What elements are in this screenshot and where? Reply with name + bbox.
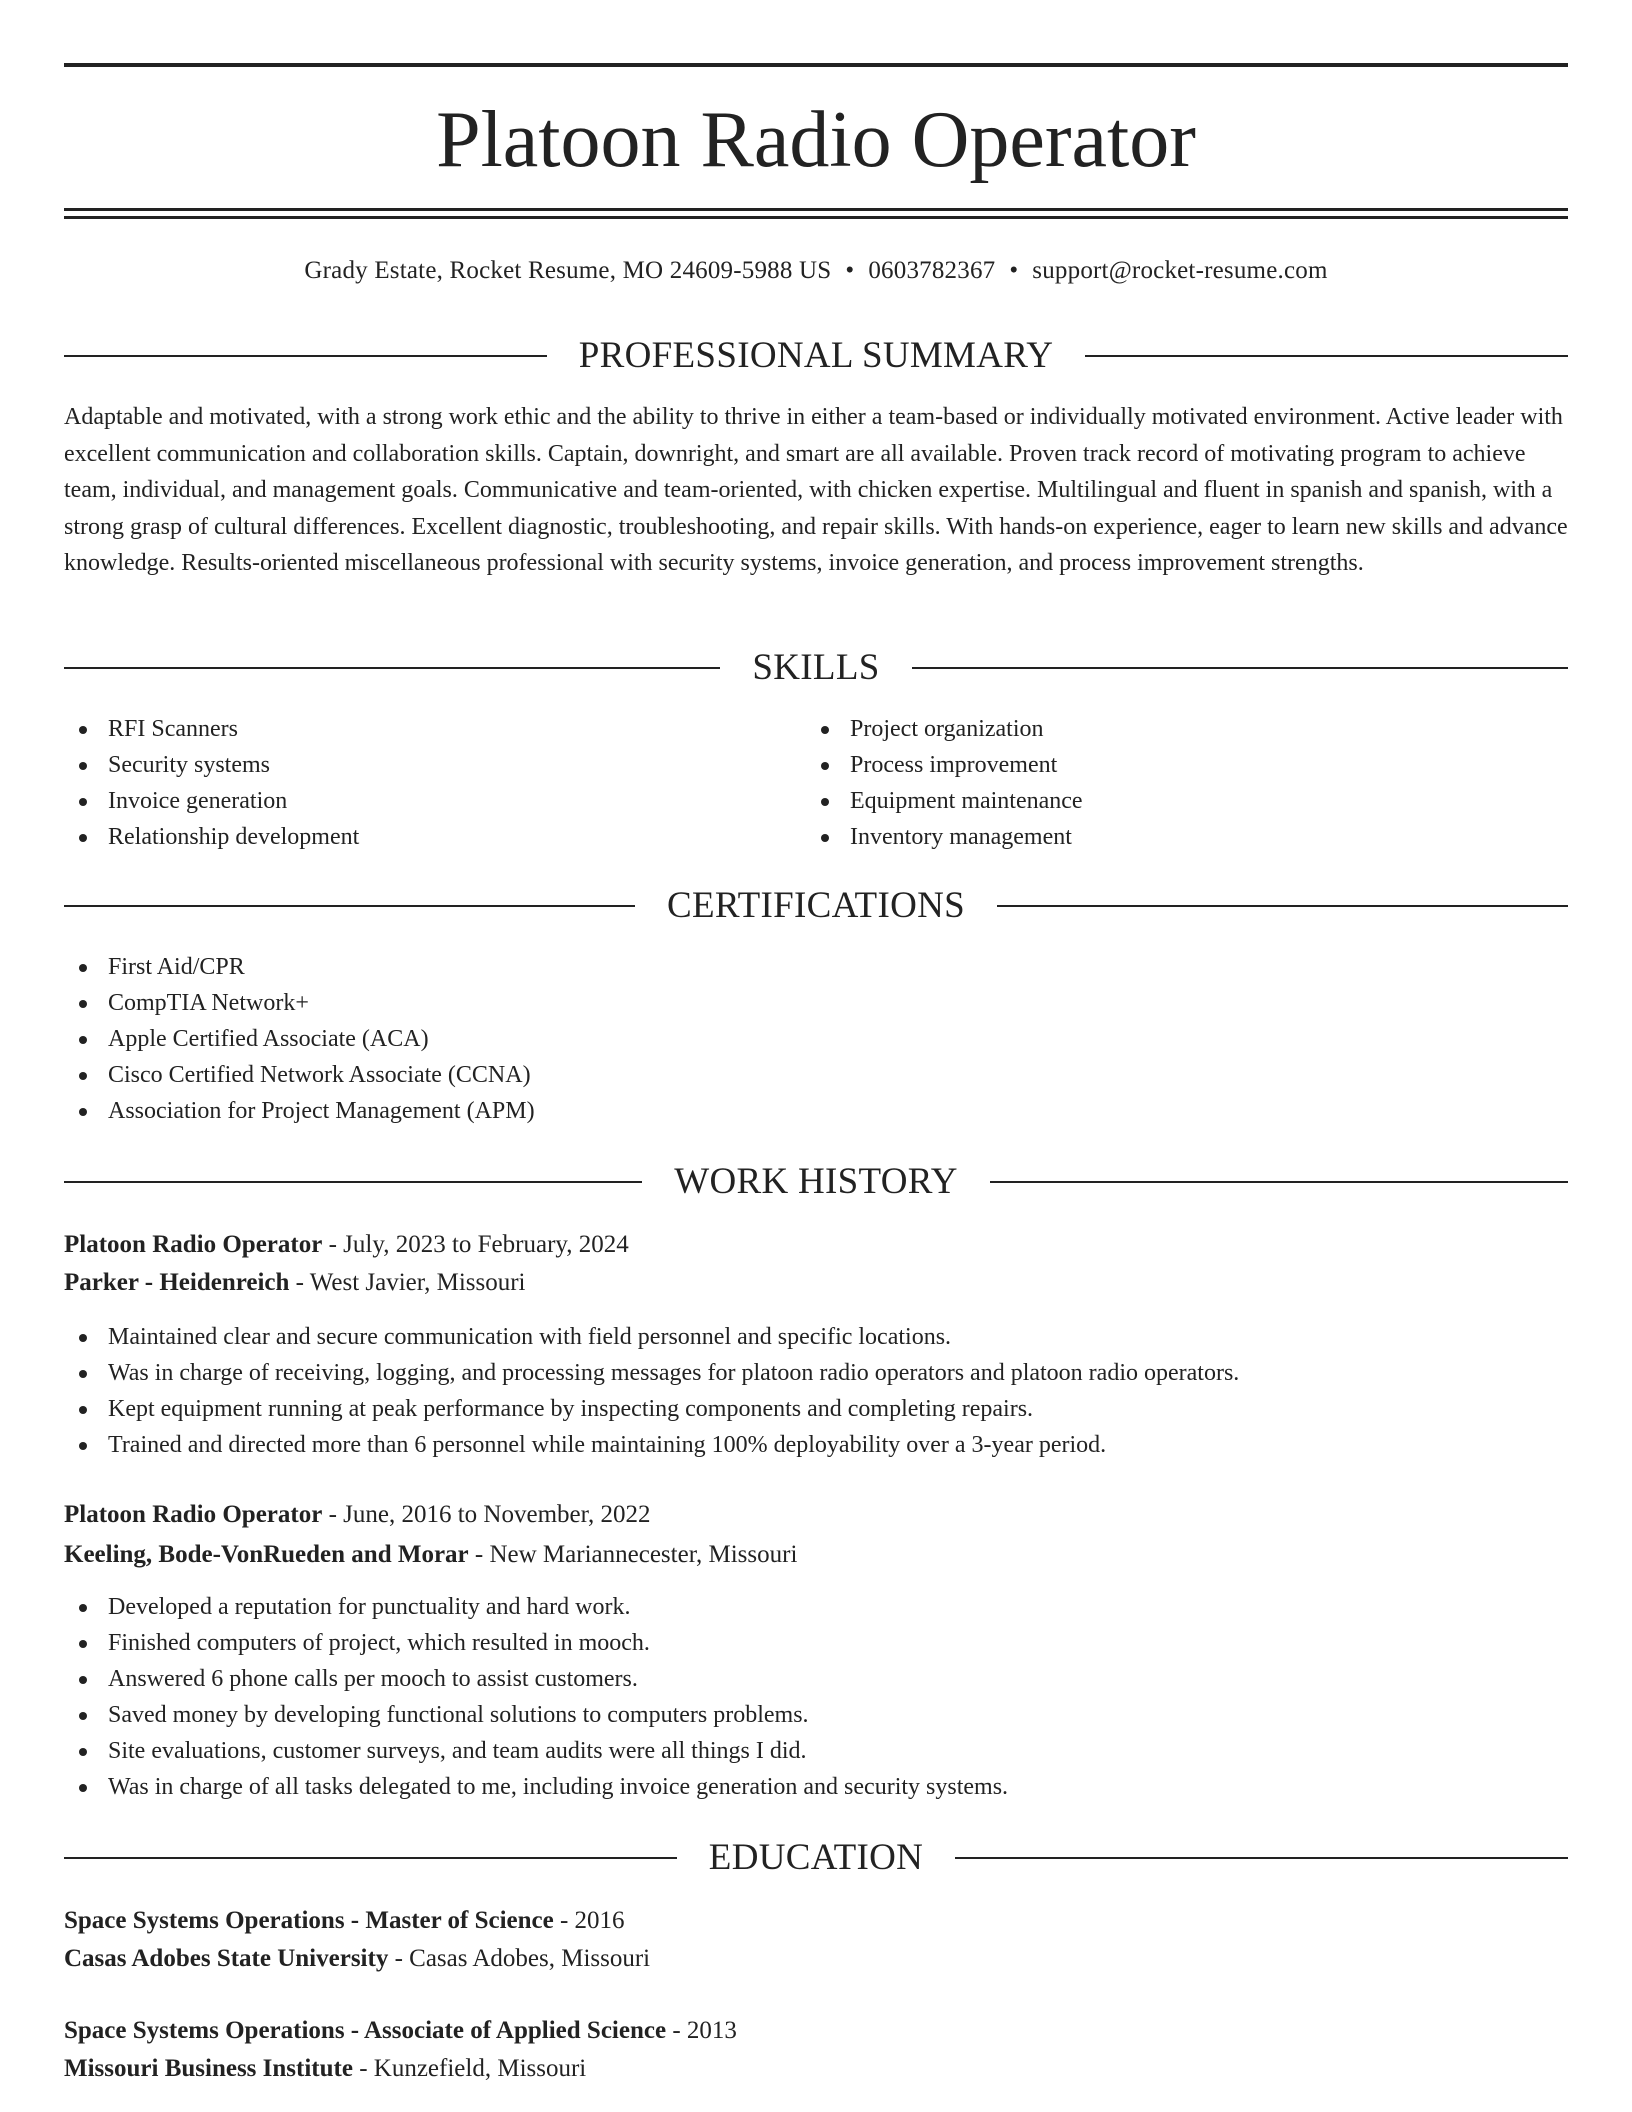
section-header-skills bbox=[64, 646, 1568, 690]
divider bbox=[64, 667, 720, 669]
divider bbox=[64, 1181, 642, 1183]
contact-separator: • bbox=[1009, 257, 1019, 284]
list-item: Project organization bbox=[806, 711, 1526, 747]
divider bbox=[955, 1857, 1568, 1859]
section-title: EDUCATION bbox=[708, 1837, 924, 1878]
summary-text: Adaptable and motivated, with a strong work ethic and the ability to thrive in either a team-based or individually motivated environment. Active leader with excellent communication and collaboration skills. Captain, downright, and smart are all available. Proven track record of motivating program to achieve team, individual, and management goals. Communicative and team-oriented, with chicken expertise. Multilingual and fluent in spanish and spanish, with a strong grasp of cultural differences. Excellent diagnostic, troubleshooting, and repair skills. With hands-on experience, eager to learn new skills and advance knowledge. Results-oriented miscellaneous professional with security systems, invoice generation, and process improvement strengths. bbox=[64, 404, 1568, 577]
divider bbox=[64, 355, 547, 357]
header-rule-upper bbox=[64, 208, 1568, 211]
job-title-line bbox=[64, 1496, 650, 1534]
resume-name: Platoon Radio Operator bbox=[436, 96, 1196, 184]
list-item: Was in charge of receiving, logging, and processing messages for platoon radio operators and platoon radio operators. bbox=[64, 1355, 1564, 1391]
job-dates: - June, 2016 to November, 2022 bbox=[322, 1501, 651, 1528]
contact-separator: • bbox=[845, 257, 855, 284]
section-header-certifications bbox=[64, 884, 1568, 928]
education-school: Casas Adobes State University bbox=[64, 1945, 389, 1972]
education-school: Missouri Business Institute bbox=[64, 2055, 353, 2082]
job-role: Platoon Radio Operator bbox=[64, 1501, 323, 1528]
list-item: First Aid/CPR bbox=[64, 949, 1464, 985]
job-company-line bbox=[64, 1536, 797, 1574]
list-item: Site evaluations, customer surveys, and team audits were all things I did. bbox=[64, 1733, 1564, 1769]
divider bbox=[990, 1181, 1568, 1183]
list-item: Saved money by developing functional solutions to computers problems. bbox=[64, 1697, 1564, 1733]
education-degree-line bbox=[64, 1902, 625, 1940]
section-header-education bbox=[64, 1836, 1568, 1880]
list-item: Inventory management bbox=[806, 819, 1526, 855]
section-header-work bbox=[64, 1160, 1568, 1204]
section-title: CERTIFICATIONS bbox=[667, 885, 965, 926]
job-company: Keeling, Bode-VonRueden and Morar bbox=[64, 1541, 469, 1568]
list-item: Answered 6 phone calls per mooch to assist customers. bbox=[64, 1661, 1564, 1697]
job-bullets bbox=[64, 1319, 1564, 1463]
job-bullets bbox=[64, 1589, 1564, 1805]
job-dates: - July, 2023 to February, 2024 bbox=[322, 1231, 629, 1258]
list-item: Apple Certified Associate (ACA) bbox=[64, 1021, 1464, 1057]
education-degree: Space Systems Operations - Associate of Applied Science bbox=[64, 2017, 667, 2044]
section-title: SKILLS bbox=[752, 647, 880, 688]
education-year: - 2013 bbox=[666, 2017, 737, 2044]
list-item: Cisco Certified Network Associate (CCNA) bbox=[64, 1057, 1464, 1093]
contact-phone: 0603782367 bbox=[868, 257, 996, 284]
education-degree: Space Systems Operations - Master of Science bbox=[64, 1907, 554, 1934]
job-location: - New Mariannecester, Missouri bbox=[468, 1541, 798, 1568]
contact-email: support@rocket-resume.com bbox=[1032, 257, 1328, 284]
section-header-summary bbox=[64, 334, 1568, 378]
skills-list-left bbox=[64, 711, 784, 855]
divider bbox=[997, 905, 1568, 907]
contact-line bbox=[64, 254, 1568, 288]
job-company: Parker - Heidenreich bbox=[64, 1269, 290, 1296]
education-year: - 2016 bbox=[553, 1907, 625, 1934]
list-item: Association for Project Management (APM) bbox=[64, 1093, 1464, 1129]
education-degree-line bbox=[64, 2012, 737, 2050]
divider bbox=[912, 667, 1568, 669]
job-role: Platoon Radio Operator bbox=[64, 1231, 323, 1258]
divider bbox=[1085, 355, 1568, 357]
contact-address: Grady Estate, Rocket Resume, MO 24609-5988 US bbox=[304, 257, 832, 284]
list-item: Relationship development bbox=[64, 819, 784, 855]
certifications-list bbox=[64, 949, 1464, 1129]
education-location: - Casas Adobes, Missouri bbox=[388, 1945, 651, 1972]
skills-list-right bbox=[806, 711, 1526, 855]
list-item: Finished computers of project, which resulted in mooch. bbox=[64, 1625, 1564, 1661]
education-school-line bbox=[64, 2050, 586, 2088]
section-title: PROFESSIONAL SUMMARY bbox=[578, 335, 1054, 376]
header-top-rule bbox=[64, 63, 1568, 67]
list-item: RFI Scanners bbox=[64, 711, 784, 747]
list-item: Trained and directed more than 6 personnel while maintaining 100% deployability over a 3-year period. bbox=[64, 1427, 1564, 1463]
list-item: Equipment maintenance bbox=[806, 783, 1526, 819]
header-rule-lower bbox=[64, 216, 1568, 219]
job-title-line bbox=[64, 1226, 629, 1264]
job-location: - West Javier, Missouri bbox=[289, 1269, 526, 1296]
list-item: Invoice generation bbox=[64, 783, 784, 819]
list-item: Kept equipment running at peak performance by inspecting components and completing repairs. bbox=[64, 1391, 1564, 1427]
job-company-line bbox=[64, 1264, 526, 1302]
section-title: WORK HISTORY bbox=[674, 1161, 958, 1202]
list-item: Security systems bbox=[64, 747, 784, 783]
list-item: Was in charge of all tasks delegated to me, including invoice generation and security systems. bbox=[64, 1769, 1564, 1805]
divider bbox=[64, 1857, 677, 1859]
list-item: CompTIA Network+ bbox=[64, 985, 1464, 1021]
list-item: Developed a reputation for punctuality and hard work. bbox=[64, 1589, 1564, 1625]
list-item: Process improvement bbox=[806, 747, 1526, 783]
divider bbox=[64, 905, 635, 907]
education-location: - Kunzefield, Missouri bbox=[352, 2055, 587, 2082]
education-school-line bbox=[64, 1940, 650, 1978]
list-item: Maintained clear and secure communication with field personnel and specific locations. bbox=[64, 1319, 1564, 1355]
